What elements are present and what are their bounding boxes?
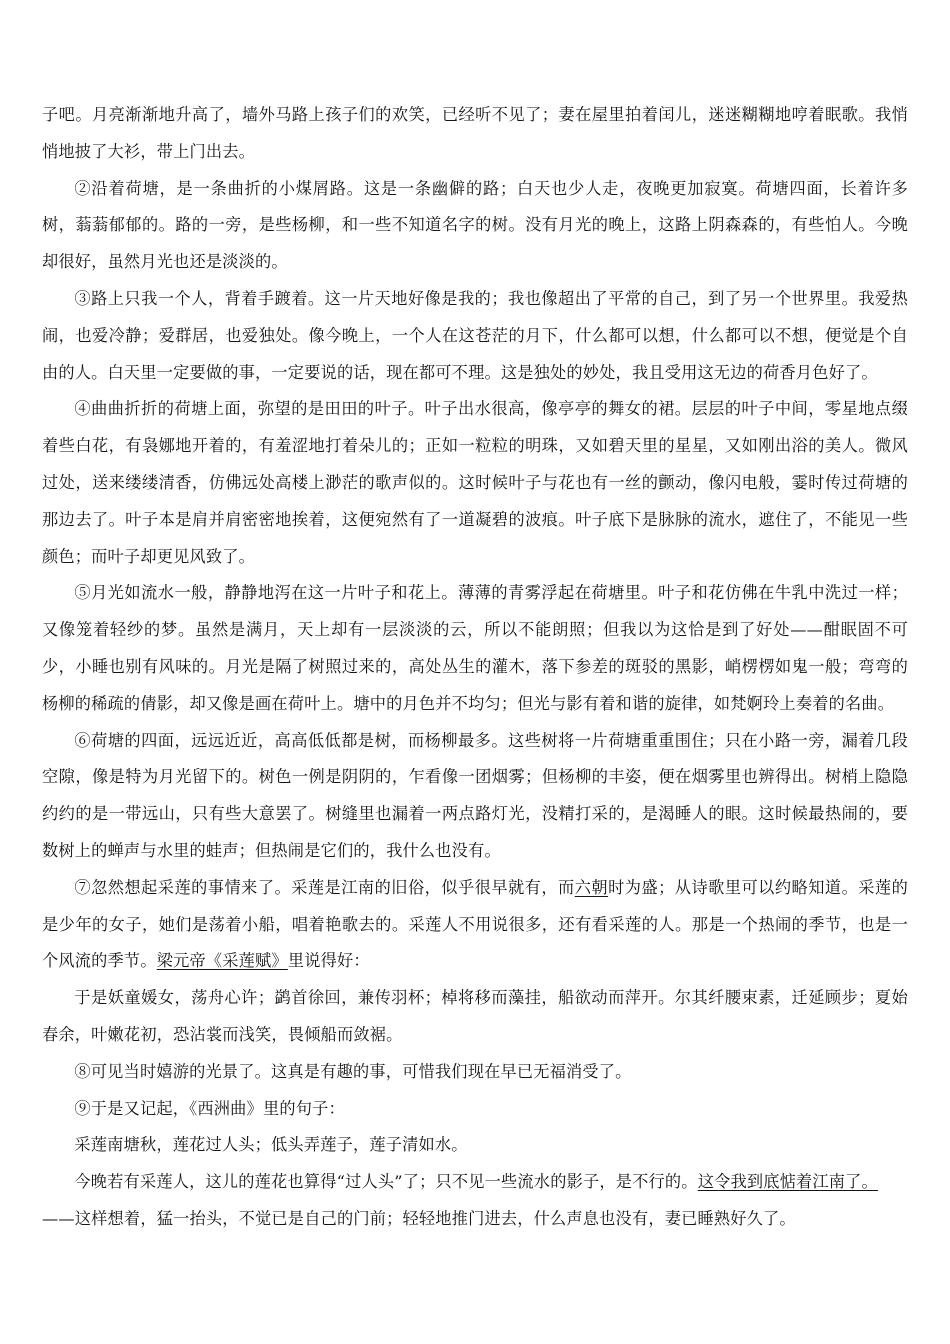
paragraph-8: ⑧可见当时嬉游的光景了。这真是有趣的事，可惜我们现在早已无福消受了。 (74, 1061, 632, 1081)
underlined-six-dynasties: 六朝 (574, 877, 609, 897)
paragraph-10 (42, 1164, 908, 1201)
quotation-xizhou-qu: 采莲南塘秋，莲花过人头；低头弄莲子，莲子清如水。 (74, 1135, 468, 1155)
essay-body (42, 97, 908, 1238)
paragraph-7 (42, 870, 908, 980)
paragraph-10-part-a: 今晚若有采莲人，这儿的莲花也算得“过人头”了；只不见一些流水的影子，是不行的。 (74, 1172, 698, 1192)
paragraph-9: ⑨于是又记起，《西洲曲》里的句子： (74, 1098, 345, 1118)
paragraph-6: ⑥荷塘的四面，远远近近，高高低低都是树，而杨柳最多。这些树将一片荷塘重重围住；只在小路一旁，漏着几段空隙，像是特为月光留下的。树色一例是阴阴的，乍看像一团烟雾；但杨柳的丰姿，便在烟雾里也辨得出。树梢上隐隐约约的是一带远山，只有些大意罢了。树缝里也漏着一两点路灯光，没精打采的，是渴睡人的眼。这时候最热闹的，要数树上的蝉声与水里的蛙声；但热闹是它们的，我什么也没有。 (42, 730, 908, 860)
paragraph-7-part-a: ⑦忽然想起采莲的事情来了。采莲是江南的旧俗，似乎很早就有，而 (74, 877, 575, 897)
paragraph-4: ④曲曲折折的荷塘上面，弥望的是田田的叶子。叶子出水很高，像亭亭的舞女的裙。层层的叶子中间，零星地点缀着些白花，有袅娜地开着的，有羞涩地打着朵儿的；正如一粒粒的明珠，又如碧天里的星星，又如刚出浴的美人。微风过处，送来缕缕清香，仿佛远处高楼上渺茫的歌声似的。这时候叶子与花也有一丝的颤动，像闪电般，霎时传过荷塘的那边去了。叶子本是肩并肩密密地挨着，这便宛然有了一道凝碧的波痕。叶子底下是脉脉的流水，遮住了，不能见一些颜色；而叶子却更见风致了。 (42, 399, 908, 566)
paragraph-7-part-e: 里说得好： (287, 951, 370, 971)
paragraph-11: ——这样想着，猛一抬头，不觉已是自己的门前；轻轻地推门进去，什么声息也没有，妻已睡熟好久了。 (42, 1208, 796, 1228)
quotation-cailian-fu: 于是妖童媛女，荡舟心许；鹢首徐回，兼传羽杯；棹将移而藻挂，船欲动而萍开。尔其纤腰束素，迁延顾步；夏始春余，叶嫩花初，恐沾裳而浅笑，畏倾船而敛裾。 (42, 988, 908, 1044)
paragraph-2: ②沿着荷塘，是一条曲折的小煤屑路。这是一条幽僻的路；白天也少人走，夜晚更加寂寞。荷塘四面，长着许多树，蓊蓊郁郁的。路的一旁，是些杨柳，和一些不知道名字的树。没有月光的晚上，这路上阴森森的，有些怕人。今晚却很好，虽然月光也还是淡淡的。 (42, 178, 908, 272)
paragraph-3: ③路上只我一个人，背着手踱着。这一片天地好像是我的；我也像超出了平常的自己，到了另一个世界里。我爱热闹，也爱冷静；爱群居，也爱独处。像今晚上，一个人在这苍茫的月下，什么都可以想，什么都可以不想，便觉是个自由的人。白天里一定要做的事，一定要说的话，现在都可不理。这是独处的妙处，我且受用这无边的荷香月色好了。 (42, 288, 908, 382)
paragraph-7-part-c: 时为盛；从诗歌里可以约略知道。采莲的是少年的女子，她们是荡着小船，唱着艳歌去的。采莲人不用说很多，还有看采莲的人。那是一个热闹的季节，也是一个风流的季节。 (42, 877, 908, 971)
underlined-jiangnan-sentence: 这令我到底惦着江南了。 (697, 1172, 878, 1192)
paragraph-5: ⑤月光如流水一般，静静地泻在这一片叶子和花上。薄薄的青雾浮起在荷塘里。叶子和花仿佛在牛乳中洗过一样；又像笼着轻纱的梦。虽然是满月，天上却有一层淡淡的云，所以不能朗照；但我以为这恰是到了好处——酣眠固不可少，小睡也别有风味的。月光是隔了树照过来的，高处丛生的灌木，落下参差的斑驳的黑影，峭楞楞如鬼一般；弯弯的杨柳的稀疏的倩影，却又像是画在荷叶上。塘中的月色并不均匀；但光与影有着和谐的旋律，如梵婀玲上奏着的名曲。 (42, 583, 908, 713)
paragraph-1-continued: 子吧。月亮渐渐地升高了，墙外马路上孩子们的欢笑，已经听不见了；妻在屋里拍着闰儿，迷迷糊糊地哼着眠歌。我悄悄地披了大衫，带上门出去。 (42, 105, 908, 161)
underlined-cailian-fu-title: 梁元帝《采莲赋》 (156, 951, 288, 971)
